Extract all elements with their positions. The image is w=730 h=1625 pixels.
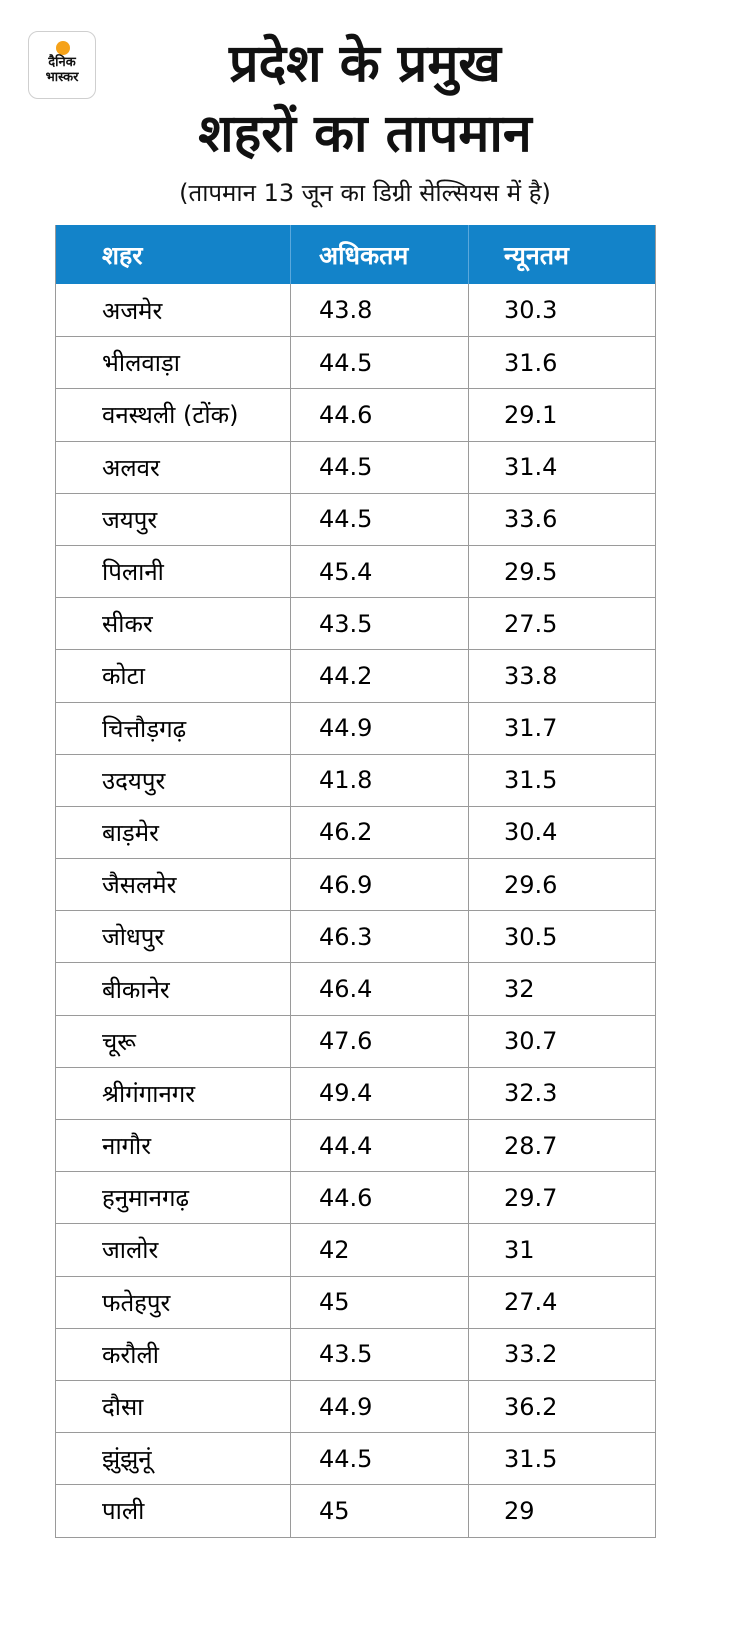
table-row	[56, 441, 655, 493]
table-row	[56, 284, 655, 336]
table-row	[56, 962, 655, 1014]
max-temp-cell: 44.5	[290, 494, 468, 545]
max-temp-cell: 49.4	[290, 1068, 468, 1119]
page-title-line2: शहरों का तापमान	[198, 104, 532, 164]
table-header-row	[56, 225, 655, 284]
max-temp-cell: 41.8	[290, 755, 468, 806]
min-temp-cell: 31	[468, 1224, 655, 1275]
max-temp-cell: 42	[290, 1224, 468, 1275]
city-cell: पिलानी	[102, 558, 164, 587]
header-max-temp: अधिकतम	[290, 225, 468, 284]
table-row	[56, 649, 655, 701]
min-temp-cell: 30.4	[468, 807, 655, 858]
max-temp-cell: 46.2	[290, 807, 468, 858]
max-temp-cell: 44.9	[290, 1381, 468, 1432]
min-temp-cell: 33.6	[468, 494, 655, 545]
city-cell: जैसलमेर	[102, 871, 177, 900]
logo-text-line1: दैनिक	[48, 55, 76, 70]
table-row	[56, 493, 655, 545]
table-body	[56, 284, 655, 1537]
table-row	[56, 1067, 655, 1119]
max-temp-cell: 47.6	[290, 1016, 468, 1067]
min-temp-cell: 31.5	[468, 755, 655, 806]
max-temp-cell: 44.2	[290, 650, 468, 701]
table-row	[56, 1484, 655, 1536]
city-cell: कोटा	[102, 662, 145, 691]
temperature-table	[55, 225, 656, 1538]
max-temp-cell: 44.9	[290, 703, 468, 754]
table-row	[56, 806, 655, 858]
city-cell: सीकर	[102, 610, 153, 639]
min-temp-cell: 36.2	[468, 1381, 655, 1432]
city-cell: हनुमानगढ़	[102, 1184, 189, 1213]
city-cell: वनस्थली (टोंक)	[102, 401, 239, 430]
min-temp-cell: 32.3	[468, 1068, 655, 1119]
min-temp-cell: 30.7	[468, 1016, 655, 1067]
city-cell: करौली	[102, 1340, 159, 1369]
max-temp-cell: 46.4	[290, 963, 468, 1014]
logo-text-line2: भास्कर	[45, 70, 79, 85]
table-row	[56, 1171, 655, 1223]
min-temp-cell: 27.5	[468, 598, 655, 649]
table-row	[56, 597, 655, 649]
min-temp-cell: 29.1	[468, 389, 655, 440]
max-temp-cell: 43.5	[290, 598, 468, 649]
sun-icon	[56, 41, 70, 55]
city-cell: अजमेर	[102, 296, 163, 325]
city-cell: उदयपुर	[102, 766, 166, 795]
min-temp-cell: 29.7	[468, 1172, 655, 1223]
max-temp-cell: 44.5	[290, 337, 468, 388]
city-cell: बीकानेर	[102, 975, 170, 1004]
city-cell: चूरू	[102, 1027, 136, 1056]
table-row	[56, 858, 655, 910]
max-temp-cell: 46.3	[290, 911, 468, 962]
city-cell: बाड़मेर	[102, 818, 159, 847]
min-temp-cell: 32	[468, 963, 655, 1014]
table-row	[56, 336, 655, 388]
header-min-temp: न्यूनतम	[468, 225, 655, 284]
min-temp-cell: 30.3	[468, 284, 655, 336]
table-row	[56, 754, 655, 806]
min-temp-cell: 30.5	[468, 911, 655, 962]
city-cell: फतेहपुर	[102, 1288, 171, 1317]
min-temp-cell: 33.8	[468, 650, 655, 701]
min-temp-cell: 31.5	[468, 1433, 655, 1484]
city-cell: जोधपुर	[102, 923, 165, 952]
min-temp-cell: 31.6	[468, 337, 655, 388]
city-cell: दौसा	[102, 1393, 144, 1422]
table-row	[56, 1015, 655, 1067]
max-temp-cell: 45.4	[290, 546, 468, 597]
table-row	[56, 545, 655, 597]
table-row	[56, 910, 655, 962]
table-row	[56, 1380, 655, 1432]
city-cell: चित्तौड़गढ़	[102, 714, 187, 743]
max-temp-cell: 44.5	[290, 1433, 468, 1484]
page-title-line1: प्रदेश के प्रमुख	[229, 34, 501, 94]
max-temp-cell: 43.5	[290, 1329, 468, 1380]
table-row	[56, 702, 655, 754]
max-temp-cell: 43.8	[290, 284, 468, 336]
table-row	[56, 1432, 655, 1484]
max-temp-cell: 44.4	[290, 1120, 468, 1171]
table-row	[56, 1119, 655, 1171]
min-temp-cell: 28.7	[468, 1120, 655, 1171]
header-city: शहर	[102, 240, 143, 270]
city-cell: नागौर	[102, 1132, 152, 1161]
min-temp-cell: 29.5	[468, 546, 655, 597]
table-row	[56, 1328, 655, 1380]
min-temp-cell: 29.6	[468, 859, 655, 910]
min-temp-cell: 29	[468, 1485, 655, 1536]
city-cell: पाली	[102, 1497, 145, 1526]
max-temp-cell: 44.5	[290, 442, 468, 493]
city-cell: भीलवाड़ा	[102, 349, 180, 378]
table-row	[56, 1276, 655, 1328]
table-row	[56, 388, 655, 440]
city-cell: श्रीगंगानगर	[102, 1079, 196, 1108]
dainik-bhaskar-logo	[28, 31, 96, 99]
min-temp-cell: 31.4	[468, 442, 655, 493]
max-temp-cell: 44.6	[290, 1172, 468, 1223]
min-temp-cell: 27.4	[468, 1277, 655, 1328]
page-subtitle: (तापमान 13 जून का डिग्री सेल्सियस में है)	[179, 179, 551, 207]
city-cell: अलवर	[102, 453, 160, 482]
table-row	[56, 1223, 655, 1275]
max-temp-cell: 46.9	[290, 859, 468, 910]
min-temp-cell: 33.2	[468, 1329, 655, 1380]
min-temp-cell: 31.7	[468, 703, 655, 754]
max-temp-cell: 44.6	[290, 389, 468, 440]
max-temp-cell: 45	[290, 1277, 468, 1328]
city-cell: जालोर	[102, 1236, 159, 1265]
max-temp-cell: 45	[290, 1485, 468, 1536]
city-cell: झुंझुनूं	[102, 1445, 152, 1474]
city-cell: जयपुर	[102, 505, 158, 534]
